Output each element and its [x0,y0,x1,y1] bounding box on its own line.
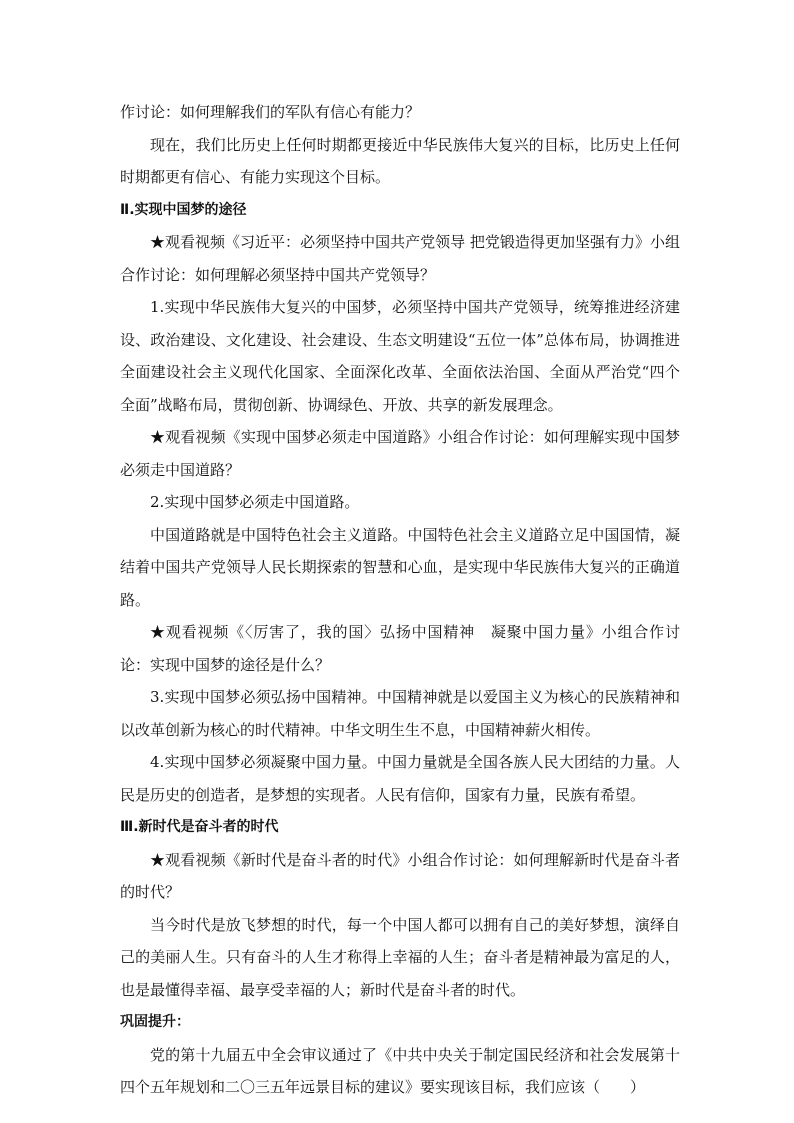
section-heading-3: Ⅲ.新时代是奋斗者的时代 [120,819,279,835]
paragraph-discussion-question: 作讨论：如何理解我们的军队有信心有能力？ [120,103,421,121]
paragraph-confidence: 现在，我们比历史上任何时期都更接近中华民族伟大复兴的目标，比历史上任何时期都更有信心、有能力实现这个目标。 [120,135,680,186]
paragraph-video-party-leadership: ★观看视频《习近平：必须坚持中国共产党领导 把党锻造得更加坚强有力》小组合作讨论：如何理解必须坚持中国共产党领导？ [120,233,680,284]
paragraph-china-road: 中国道路就是中国特色社会主义道路。中国特色社会主义道路立足中国国情，凝结着中国共产党领导人民长期探索的智慧和心血，是实现中华民族伟大复兴的正确道路。 [120,525,680,609]
paragraph-video-strivers: ★观看视频《新时代是奋斗者的时代》小组合作讨论：如何理解新时代是奋斗者的时代？ [120,850,680,901]
paragraph-video-china-road: ★观看视频《实现中国梦必须走中国道路》小组合作讨论：如何理解实现中国梦必须走中国道路？ [120,428,680,479]
consolidation-heading: 巩固提升： [120,1014,190,1030]
paragraph-point-3: 3.实现中国梦必须弘扬中国精神。中国精神就是以爱国主义为核心的民族精神和以改革创新为核心的时代精神。中华文明生生不息，中国精神薪火相传。 [120,688,680,739]
paragraph-exercise-question: 党的第十九届五中全会审议通过了《中共中央关于制定国民经济和社会发展第十四个五年规划和二〇三五年远景目标的建议》要实现该目标，我们应该（ ） [120,1045,680,1096]
section-heading-2: Ⅱ.实现中国梦的途径 [120,201,247,218]
paragraph-video-china-spirit: ★观看视频《〈厉害了，我的国〉弘扬中国精神 凝聚中国力量》小组合作讨论：实现中国梦的途径是什么？ [120,623,680,674]
paragraph-point-2: 2.实现中国梦必须走中国道路。 [150,493,360,511]
paragraph-point-4: 4.实现中国梦必须凝聚中国力量。中国力量就是全国各族人民大团结的力量。人民是历史的创造者，是梦想的实现者。人民有信仰，国家有力量，民族有希望。 [120,753,680,804]
paragraph-strivers-era: 当今时代是放飞梦想的时代，每一个中国人都可以拥有自己的美好梦想，演绎自己的美丽人生。只有奋斗的人生才称得上幸福的人生；奋斗者是精神最为富足的人，也是最懂得幸福、最享受幸福的人；新时代是奋斗者的时代。 [120,915,680,999]
paragraph-point-1: 1.实现中华民族伟大复兴的中国梦，必须坚持中国共产党领导，统筹推进经济建设、政治建设、文化建设、社会建设、生态文明建设“五位一体”总体布局，协调推进全面建设社会主义现代化国家、全面深化改革、全面依法治国、全面从严治党“四个全面”战略布局，贯彻创新、协调绿色、开放、共享的新发展理念。 [120,298,680,414]
document-body [120,96,680,1104]
